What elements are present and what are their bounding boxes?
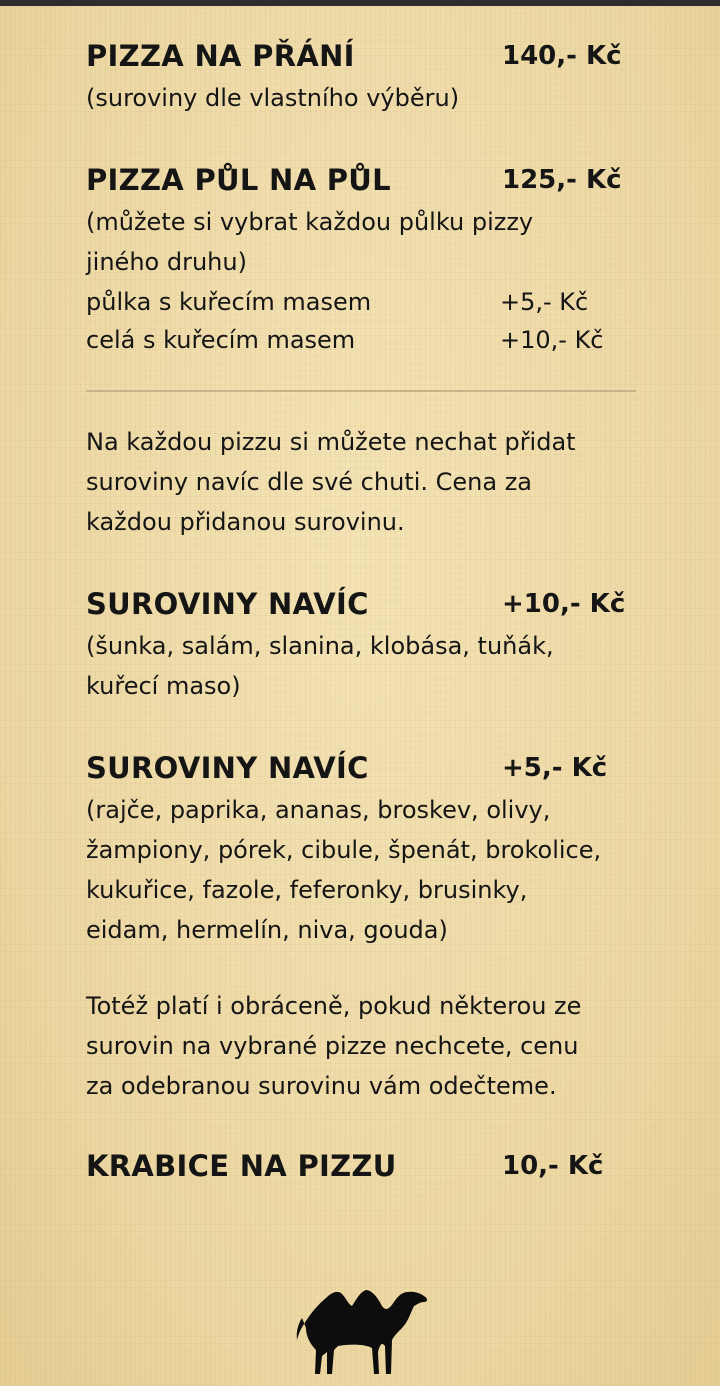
- item-price: +5,- Kč: [502, 753, 608, 783]
- note-text: jiného druhu): [86, 248, 247, 276]
- item-title: KRABICE NA PIZZU: [86, 1149, 397, 1183]
- item-price: 125,- Kč: [502, 165, 622, 195]
- section-divider: [86, 390, 636, 392]
- info-paragraph-remove: [86, 986, 646, 1106]
- ingredient-line: (šunka, salám, slanina, klobása, tuňák,: [86, 632, 554, 660]
- item-price: 140,- Kč: [502, 41, 622, 71]
- extra-price: +10,- Kč: [500, 326, 604, 354]
- menu-item-pizza-na-prani: [86, 36, 646, 76]
- item-price: +10,- Kč: [502, 589, 626, 619]
- extra-label: celá s kuřecím masem: [86, 326, 356, 354]
- item-title: PIZZA NA PŘÁNÍ: [86, 39, 355, 73]
- extras-10-list: [86, 626, 646, 706]
- ingredient-line: kuřecí maso): [86, 672, 241, 700]
- top-status-bar: [0, 0, 720, 6]
- ingredient-line: kukuřice, fazole, feferonky, brusinky,: [86, 876, 528, 904]
- menu-item-extras-5: [86, 748, 646, 788]
- extra-price: +5,- Kč: [500, 288, 589, 316]
- info-line: za odebranou surovinu vám odečteme.: [86, 1072, 557, 1100]
- info-paragraph-add: [86, 422, 646, 542]
- ingredient-line: žampiony, pórek, cibule, špenát, brokolice,: [86, 836, 602, 864]
- item-title: PIZZA PŮL NA PŮL: [86, 163, 391, 197]
- info-line: Na každou pizzu si můžete nechat přidat: [86, 428, 576, 456]
- item-note: [86, 202, 646, 242]
- info-line: suroviny navíc dle své chuti. Cena za: [86, 468, 532, 496]
- item-note: [86, 78, 646, 118]
- item-price: 10,- Kč: [502, 1151, 604, 1181]
- info-line: každou přidanou surovinu.: [86, 508, 405, 536]
- info-line: Totéž platí i obráceně, pokud některou ze: [86, 992, 582, 1020]
- item-note: [86, 242, 646, 282]
- note-text: (můžete si vybrat každou půlku pizzy: [86, 208, 534, 236]
- camel-icon: [294, 1278, 430, 1378]
- menu-item-extras-10: [86, 584, 646, 624]
- item-title: SUROVINY NAVÍC: [86, 751, 369, 785]
- note-text: (suroviny dle vlastního výběru): [86, 84, 460, 112]
- extra-option-half-chicken: [86, 282, 646, 322]
- extra-label: půlka s kuřecím masem: [86, 288, 372, 316]
- info-line: surovin na vybrané pizze nechcete, cenu: [86, 1032, 579, 1060]
- ingredient-line: (rajče, paprika, ananas, broskev, olivy,: [86, 796, 551, 824]
- extra-option-full-chicken: [86, 320, 646, 360]
- extras-5-list: [86, 790, 646, 950]
- menu-item-pizza-box: [86, 1146, 646, 1186]
- ingredient-line: eidam, hermelín, niva, gouda): [86, 916, 448, 944]
- item-title: SUROVINY NAVÍC: [86, 587, 369, 621]
- menu-item-pizza-pul-na-pul: [86, 160, 646, 200]
